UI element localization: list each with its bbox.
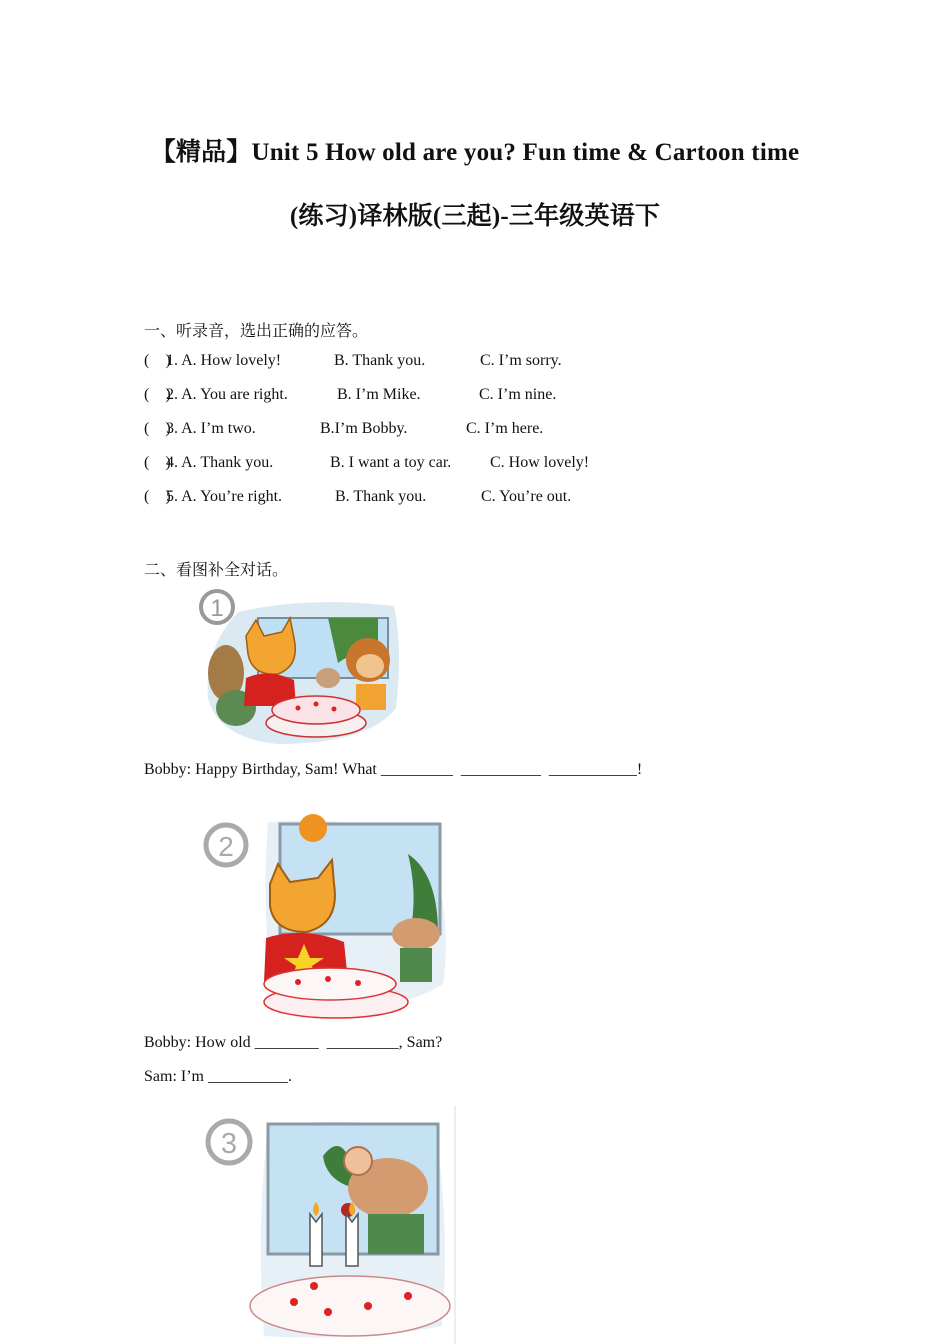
option-a: 4. A. Thank you. [166,454,274,471]
section2-heading: 二、看图补全对话。 [144,562,289,579]
option-a: 5. A. You’re right. [166,488,283,505]
dialogue-line-3: Sam: I’m __________. [144,1068,292,1085]
mouse-with-cake-candles-illustration [198,1106,458,1344]
page-title: 【精品】Unit 5 How old are you? Fun time & Cartoon time [150,139,800,166]
dialogue-line-2: Bobby: How old ________ _________, Sam? [144,1034,443,1051]
option-c: C. You’re out. [481,488,572,505]
option-b: B. I’m Mike. [337,386,421,403]
answer-blank[interactable]: ( ) [144,420,171,437]
option-c: C. How lovely! [490,454,590,471]
option-a: 2. A. You are right. [166,386,288,403]
option-c: C. I’m here. [466,420,544,437]
answer-blank[interactable]: ( ) [144,488,171,505]
option-b: B. I want a toy car. [330,454,452,471]
option-a: 1. A. How lovely! [166,352,282,369]
picture-number: 2 [218,831,234,862]
dialogue-line-1: Bobby: Happy Birthday, Sam! What _________ __________ ___________! [144,761,643,778]
option-b: B. Thank you. [335,488,427,505]
picture-number: 3 [220,1128,238,1160]
cat-with-cake-illustration [198,814,453,1024]
answer-blank[interactable]: ( ) [144,352,171,369]
option-c: C. I’m nine. [479,386,557,403]
option-a: 3. A. I’m two. [166,420,256,437]
option-b: B. Thank you. [334,352,426,369]
page-subtitle: (练习)译林版(三起)-三年级英语下 [289,203,661,230]
answer-blank[interactable]: ( ) [144,386,171,403]
answer-blank[interactable]: ( ) [144,454,171,471]
option-c: C. I’m sorry. [480,352,562,369]
picture-number: 1 [210,595,224,622]
option-b: B.I’m Bobby. [320,420,408,437]
birthday-party-illustration [198,588,408,748]
section1-heading: 一、听录音，选出正确的应答。 [144,323,369,340]
